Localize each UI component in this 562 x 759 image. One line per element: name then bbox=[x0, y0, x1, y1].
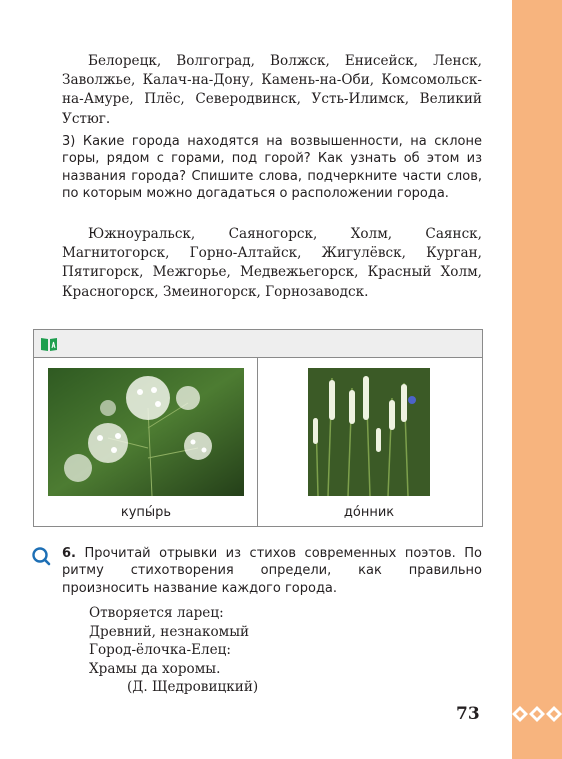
page-side-stripe bbox=[512, 0, 562, 759]
caption-sweet-clover: до́нник bbox=[343, 505, 395, 520]
task-6-number: 6. bbox=[62, 546, 76, 561]
task-6-paragraph bbox=[62, 545, 482, 597]
dictionary-divider bbox=[257, 358, 258, 526]
task-6 bbox=[62, 545, 482, 597]
cow-parsley-photo bbox=[48, 368, 244, 496]
word-list-2 bbox=[62, 225, 482, 302]
caption-cow-parsley: купы́рь bbox=[120, 505, 172, 520]
poem-line: Город-ёлочка-Елец: bbox=[89, 642, 232, 659]
word-list-1-text: Белорецк, Волгоград, Волжск, Енисейск, Ленск, Заволжье, Калач-на-Дону, Камень-на-Оби, Комсомольск-на-Амуре, Плёс, Северодвинск, Усть-Илимск, Великий Устюг. bbox=[62, 53, 482, 127]
diamond-ornament bbox=[512, 703, 562, 725]
open-book-icon bbox=[40, 336, 58, 352]
task-6-text: Прочитай отрывки из стихов современных поэтов. По ритму стихотворения определи, как правильно произносить название каждого города. bbox=[62, 546, 482, 596]
sweet-clover-photo bbox=[308, 368, 430, 496]
poem-line: Древний, незнакомый bbox=[89, 623, 250, 640]
task-3 bbox=[62, 133, 482, 203]
task-3-text: 3) Какие города находятся на возвышенности, на склоне горы, рядом с горами, под горой? Как узнать об этом из названия города? Спишите слова, подчеркните части слов, по которым можно догадаться о расположении города. bbox=[62, 134, 482, 202]
dictionary-header bbox=[34, 330, 482, 358]
magnifier-icon bbox=[31, 546, 51, 566]
word-list-2-text: Южноуральск, Саяногорск, Холм, Саянск, Магнитогорск, Горно-Алтайск, Жигулёвск, Курган, Пятигорск, Межгорье, Медвежьегорск, Красный Холм, Красногорск, Змеиногорск, Горнозаводск. bbox=[62, 226, 482, 300]
poem-line: Отворяется ларец: bbox=[89, 605, 224, 621]
page-number: 73 bbox=[456, 704, 480, 724]
poem-author: (Д. Щедровицкий) bbox=[127, 679, 259, 696]
word-list-1 bbox=[62, 52, 482, 129]
dictionary-box bbox=[33, 329, 483, 527]
poem-excerpt bbox=[89, 604, 258, 697]
poem-line: Храмы да хоромы. bbox=[89, 660, 221, 677]
